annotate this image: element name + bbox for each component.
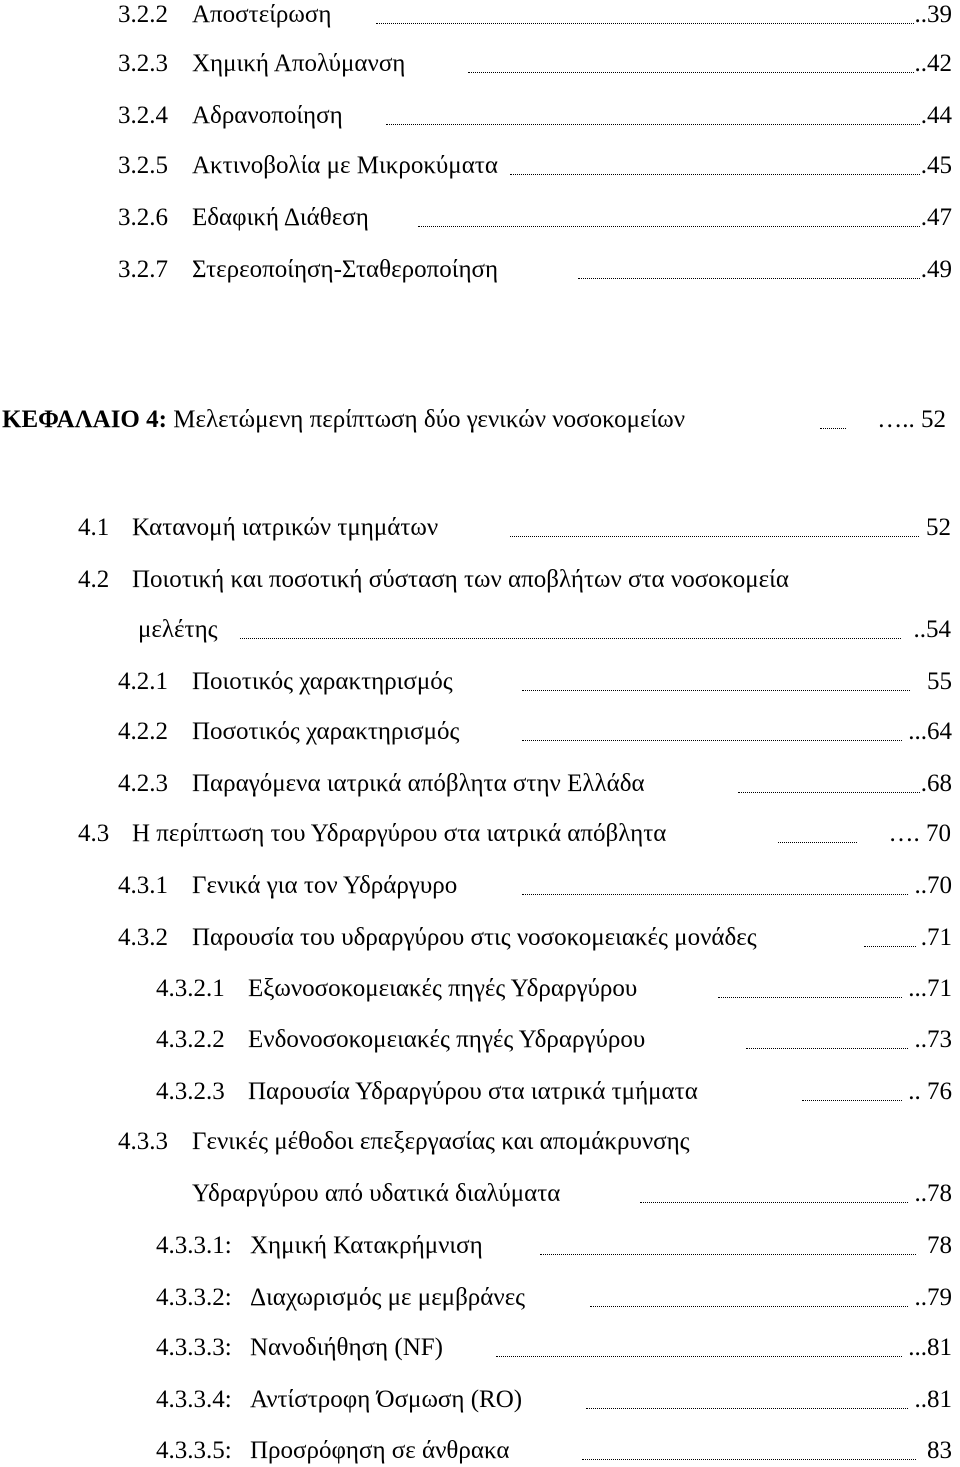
entry-number: 4.1 [78, 514, 110, 541]
entry-number: 3.2.3 [118, 50, 168, 77]
entry-number: 4.3.3.4: [156, 1386, 232, 1413]
toc-entry[interactable] [118, 49, 952, 79]
entry-page: 83 [927, 1437, 952, 1464]
entry-page: 52 [926, 514, 951, 541]
toc-entry[interactable] [118, 255, 952, 285]
dot-leader [510, 174, 920, 175]
toc-entry[interactable] [118, 667, 952, 697]
entry-title: Αποστείρωση [192, 1, 332, 28]
entry-title: μελέτης [138, 616, 218, 643]
entry-page: ..39 [914, 1, 952, 28]
entry-page: …. 70 [888, 820, 951, 847]
entry-number: 3.2.2 [118, 1, 168, 28]
dot-leader [586, 1408, 908, 1409]
entry-title: Ακτινοβολία με Μικροκύματα [192, 152, 498, 179]
entry-title: Ποιοτικός χαρακτηρισμός [192, 668, 453, 695]
entry-title: Γενικές μέθοδοι επεξεργασίας και απομάκρυνσης [192, 1128, 690, 1155]
entry-title: Παρουσία του υδραργύρου στις νοσοκομειακές μονάδες [192, 924, 757, 951]
entry-number: 4.2.2 [118, 718, 168, 745]
entry-number: 3.2.5 [118, 152, 168, 179]
entry-number: 3.2.4 [118, 102, 168, 129]
toc-entry[interactable] [118, 871, 952, 901]
entry-page: .45 [920, 152, 952, 179]
toc-entry[interactable] [156, 1231, 952, 1261]
entry-title: Χημική Απολύμανση [192, 50, 406, 77]
dot-leader [864, 946, 916, 947]
entry-title: Ενδονοσοκομειακές πηγές Υδραργύρου [248, 1026, 646, 1053]
entry-title: Αδρανοποίηση [192, 102, 343, 129]
entry-page: ..73 [914, 1026, 952, 1053]
chapter-name: Μελετώμενη περίπτωση δύο γενικών νοσοκομείων [173, 406, 685, 433]
entry-title: Εξωνοσοκομειακές πηγές Υδραργύρου [248, 975, 638, 1002]
entry-number: 4.3.1 [118, 872, 168, 899]
dot-leader [496, 1356, 902, 1357]
entry-page: ...81 [908, 1334, 952, 1361]
entry-page: .71 [920, 924, 952, 951]
entry-page: .44 [920, 102, 952, 129]
entry-title: Ποιοτική και ποσοτική σύσταση των αποβλήτων στα νοσοκομεία [132, 566, 789, 593]
dot-leader [522, 894, 908, 895]
entry-number: 4.3.3.5: [156, 1437, 232, 1464]
entry-title: Η περίπτωση του Υδραργύρου στα ιατρικά απόβλητα [132, 820, 667, 847]
toc-entry[interactable] [156, 974, 952, 1004]
dot-leader [510, 536, 919, 537]
entry-page: ..81 [914, 1386, 952, 1413]
entry-title: Κατανομή ιατρικών τμημάτων [132, 514, 439, 541]
entry-title: Νανοδιήθηση (NF) [250, 1334, 443, 1361]
entry-number: 3.2.7 [118, 256, 168, 283]
entry-number: 4.3.2 [118, 924, 168, 951]
toc-entry[interactable] [78, 565, 951, 595]
entry-number: 4.3.3.1: [156, 1232, 232, 1259]
entry-page: ….. 52 [877, 406, 946, 433]
entry-title: Εδαφική Διάθεση [192, 204, 369, 231]
toc-entry[interactable] [78, 819, 951, 849]
toc-entry[interactable] [156, 1283, 952, 1313]
entry-title: Προσρόφηση σε άνθρακα [250, 1437, 510, 1464]
toc-entry[interactable] [156, 1333, 952, 1363]
entry-title: Διαχωρισμός με μεμβράνες [250, 1284, 526, 1311]
entry-number: 4.3.2.3 [156, 1078, 225, 1105]
entry-page: ..70 [914, 872, 952, 899]
entry-title: Ποσοτικός χαρακτηρισμός [192, 718, 460, 745]
entry-number: 4.3.3.2: [156, 1284, 232, 1311]
dot-leader [738, 792, 920, 793]
toc-entry-continuation[interactable] [138, 615, 951, 645]
dot-leader [802, 1100, 902, 1101]
chapter-title [2, 405, 685, 435]
entry-title: Αντίστροφη Όσμωση (RO) [250, 1386, 523, 1413]
toc-entry[interactable] [156, 1436, 952, 1466]
dot-leader [590, 1306, 908, 1307]
entry-page: .. 76 [908, 1078, 952, 1105]
toc-chapter-entry[interactable] [2, 405, 946, 435]
entry-number: 4.3.3.3: [156, 1334, 232, 1361]
entry-page: 55 [927, 668, 952, 695]
toc-entry[interactable] [118, 769, 952, 799]
dot-leader [718, 997, 902, 998]
entry-title: Παρουσία Υδραργύρου στα ιατρικά τμήματα [248, 1078, 698, 1105]
entry-page: ..78 [914, 1180, 952, 1207]
dot-leader [376, 23, 914, 24]
entry-title: Στερεοποίηση-Σταθεροποίηση [192, 256, 499, 283]
entry-page: ..79 [914, 1284, 952, 1311]
toc-entry[interactable] [118, 0, 952, 30]
entry-number: 4.2.1 [118, 668, 168, 695]
dot-leader [386, 124, 920, 125]
dot-leader [746, 1048, 908, 1049]
dot-leader [522, 740, 902, 741]
toc-entry[interactable] [118, 101, 952, 131]
entry-page: ...71 [908, 975, 952, 1002]
toc-entry[interactable] [118, 1127, 952, 1157]
entry-page: .68 [920, 770, 952, 797]
entry-title: Υδραργύρου από υδατικά διαλύματα [192, 1180, 561, 1207]
dot-leader [240, 638, 901, 639]
toc-entry[interactable] [118, 717, 952, 747]
entry-page: .47 [920, 204, 952, 231]
toc-entry[interactable] [156, 1385, 952, 1415]
entry-number: 3.2.6 [118, 204, 168, 231]
entry-number: 4.3 [78, 820, 110, 847]
dot-leader [540, 1254, 916, 1255]
toc-entry-continuation[interactable] [192, 1179, 952, 1209]
entry-number: 4.3.2.1 [156, 975, 225, 1002]
entry-title: Χημική Κατακρήμνιση [250, 1232, 483, 1259]
dot-leader [578, 278, 920, 279]
dot-leader [468, 72, 914, 73]
toc-entry[interactable] [118, 151, 952, 181]
toc-entry[interactable] [156, 1025, 952, 1055]
dot-leader [582, 1459, 916, 1460]
dot-leader [778, 842, 857, 843]
entry-number: 4.3.2.2 [156, 1026, 225, 1053]
toc-entry[interactable] [78, 513, 951, 543]
toc-entry[interactable] [118, 203, 952, 233]
entry-title: Γενικά για τον Υδράργυρο [192, 872, 458, 899]
entry-number: 4.3.3 [118, 1128, 168, 1155]
entry-page: .49 [920, 256, 952, 283]
toc-entry[interactable] [156, 1077, 952, 1107]
entry-title: Παραγόμενα ιατρικά απόβλητα στην Ελλάδα [192, 770, 645, 797]
entry-page: ..54 [913, 616, 951, 643]
chapter-label: ΚΕΦΑΛΑΙΟ 4: [2, 406, 167, 433]
entry-page: 78 [927, 1232, 952, 1259]
entry-page: ..42 [914, 50, 952, 77]
entry-number: 4.2.3 [118, 770, 168, 797]
dot-leader [418, 226, 920, 227]
dot-leader [640, 1202, 908, 1203]
entry-page: ...64 [908, 718, 952, 745]
dot-leader [522, 690, 910, 691]
toc-entry[interactable] [118, 923, 952, 953]
entry-number: 4.2 [78, 566, 110, 593]
dot-leader [820, 428, 846, 429]
